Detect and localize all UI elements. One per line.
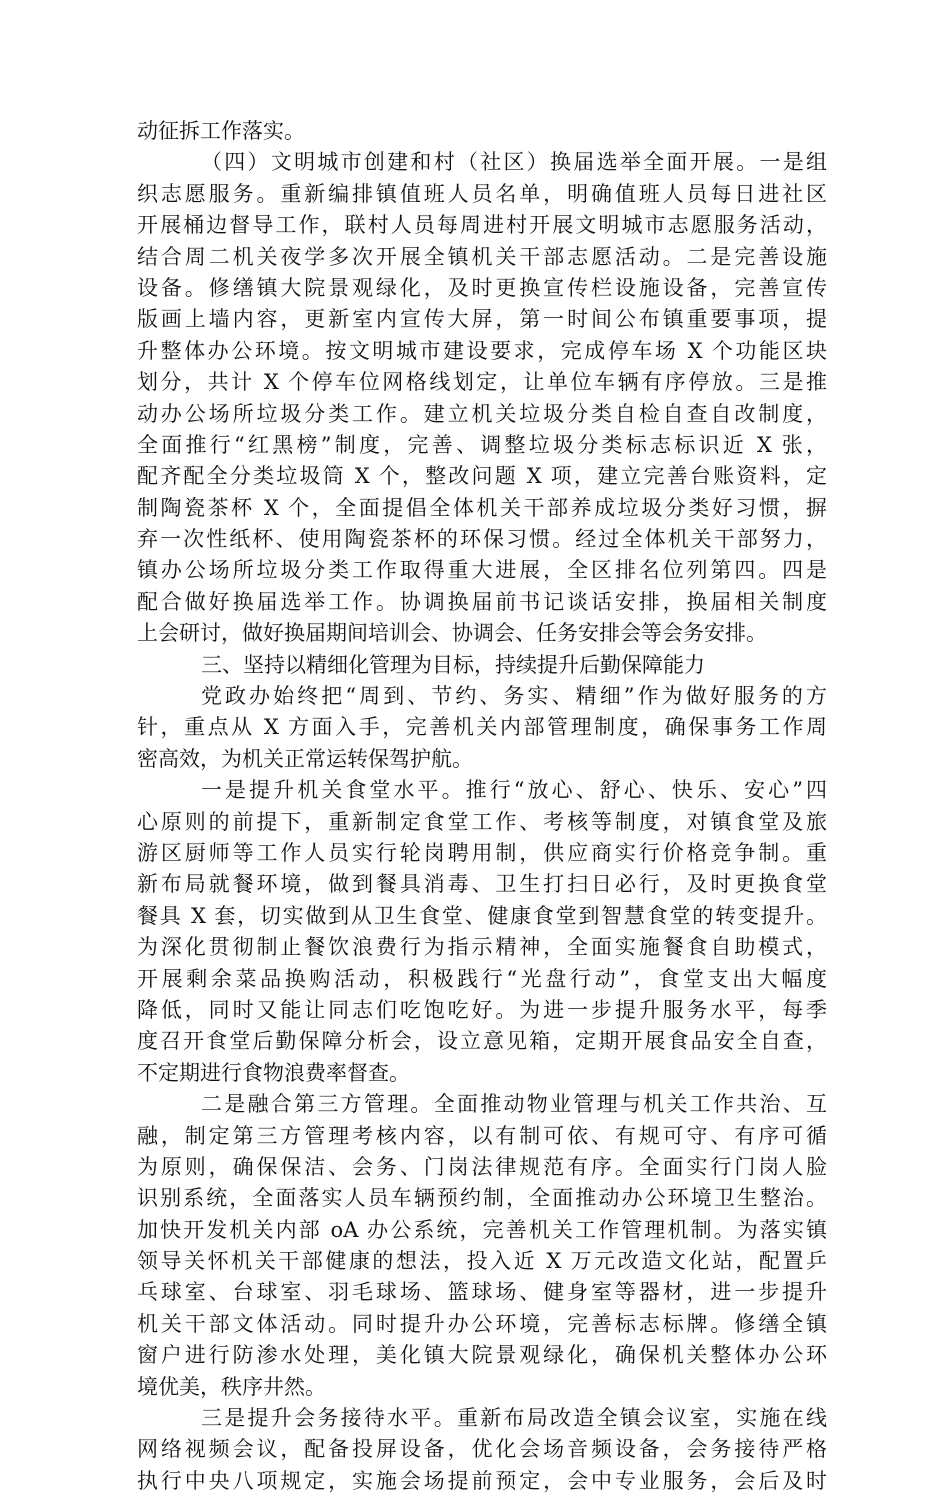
text-line: 镇办公场所垃圾分类工作取得重大进展，全区排名位列第四。四是 [137,558,827,583]
text-line: 版画上墙内容，更新室内宣传大屏，第一时间公布镇重要事项，提 [137,307,827,332]
text-line: 识别系统，全面落实人员车辆预约制，全面推动办公环境卫生整治。 [137,1186,827,1211]
text-line: 为深化贯彻制止餐饮浪费行为指示精神，全面实施餐食自助模式， [137,935,827,960]
text-line: 开展剩余菜品换购活动，积极践行“光盘行动”，食堂支出大幅度 [137,966,827,991]
text-line: 为原则，确保保洁、会务、门岗法律规范有序。全面实行门岗人脸 [137,1154,827,1179]
text-line: 加快开发机关内部 oA 办公系统，完善机关工作管理机制。为落实镇 [137,1217,827,1242]
text-line: 境优美，秩序井然。 [137,1374,326,1399]
text-line: 度召开食堂后勤保障分析会，设立意见箱，定期开展食品安全自查， [137,1029,827,1054]
text-line: 结合周二机关夜学多次开展全镇机关干部志愿活动。二是完善设施 [137,244,827,269]
text-line: 上会研讨，做好换届期间培训会、协调会、任务安排会等会务安排。 [137,621,767,646]
text-line: 配合做好换届选举工作。协调换届前书记谈话安排，换届相关制度 [137,589,827,614]
text-line: 新布局就餐环境，做到餐具消毒、卫生打扫日必行，及时更换食堂 [137,872,827,897]
text-line: 降低，同时又能让同志们吃饱吃好。为进一步提升服务水平，每季 [137,997,827,1022]
document-body [137,116,827,1497]
text-line: （四）文明城市创建和村（社区）换届选举全面开展。一是组 [201,150,827,175]
text-line: 针，重点从 X 方面入手，完善机关内部管理制度，确保事务工作周 [137,715,827,740]
text-line: 动征拆工作落实。 [137,119,305,143]
text-line: 餐具 X 套，切实做到从卫生食堂、健康食堂到智慧食堂的转变提升。 [137,903,827,928]
text-line: 心原则的前提下，重新制定食堂工作、考核等制度，对镇食堂及旅 [137,809,827,834]
text-line: 不定期进行食物浪费率督查。 [137,1060,410,1085]
text-line: 全面推行“红黑榜”制度，完善、调整垃圾分类标志标识近 X 张， [137,432,827,457]
text-line: 三是提升会务接待水平。重新布局改造全镇会议室，实施在线 [201,1406,827,1431]
text-line: 密高效，为机关正常运转保驾护航。 [137,746,473,771]
text-line: 升整体办公环境。按文明城市建设要求，完成停车场 X 个功能区块 [137,338,827,363]
text-line: 游区厨师等工作人员实行轮岗聘用制，供应商实行价格竞争制。重 [137,840,827,865]
text-line: 弃一次性纸杯、使用陶瓷茶杯的环保习惯。经过全体机关干部努力， [137,527,827,552]
text-line: 配齐配全分类垃圾筒 X 个，整改问题 X 项，建立完善台账资料，定 [137,464,827,489]
text-line: 三、坚持以精细化管理为目标，持续提升后勤保障能力 [201,652,705,677]
text-line: 窗户进行防渗水处理，美化镇大院景观绿化，确保机关整体办公环 [137,1343,827,1368]
text-line: 开展桶边督导工作，联村人员每周进村开展文明城市志愿服务活动， [137,213,827,238]
text-line: 动办公场所垃圾分类工作。建立机关垃圾分类自检自查自改制度， [137,401,827,426]
text-line: 网络视频会议，配备投屏设备，优化会场音频设备，会务接待严格 [137,1437,827,1462]
text-line: 划分，共计 X 个停车位网格线划定，让单位车辆有序停放。三是推 [137,370,827,395]
text-line: 融，制定第三方管理考核内容，以有制可依、有规可守、有序可循 [137,1123,827,1148]
text-line: 设备。修缮镇大院景观绿化，及时更换宣传栏设施设备，完善宣传 [137,275,827,300]
text-line: 制陶瓷茶杯 X 个，全面提倡全体机关干部养成垃圾分类好习惯，摒 [137,495,827,520]
text-line: 一是提升机关食堂水平。推行“放心、舒心、快乐、安心”四 [201,778,827,803]
text-line: 党政办始终把“周到、节约、务实、精细”作为做好服务的方 [201,684,827,709]
text-line: 执行中央八项规定，实施会场提前预定，会中专业服务，会后及时 [137,1468,827,1493]
text-line: 领导关怀机关干部健康的想法，投入近 X 万元改造文化站，配置乒 [137,1249,827,1274]
text-line: 二是融合第三方管理。全面推动物业管理与机关工作共治、互 [201,1092,827,1117]
text-line: 机关干部文体活动。同时提升办公环境，完善标志标牌。修缮全镇 [137,1311,827,1336]
text-line: 织志愿服务。重新编排镇值班人员名单，明确值班人员每日进社区 [137,181,827,206]
text-line: 乓球室、台球室、羽毛球场、篮球场、健身室等器材，进一步提升 [137,1280,827,1305]
